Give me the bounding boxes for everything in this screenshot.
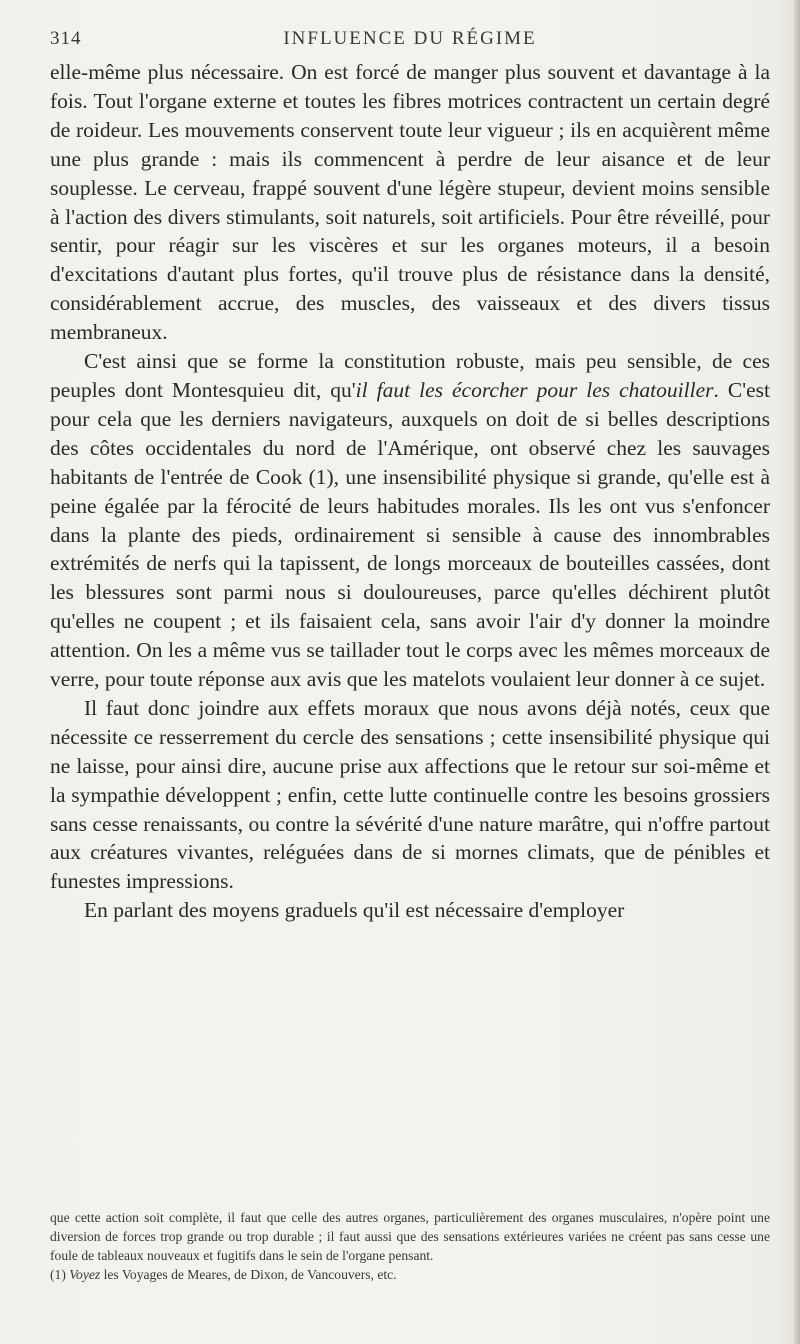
footnotes bbox=[50, 1208, 770, 1284]
paragraph-2-part-b: . C'est pour cela que les derniers navigateurs, auxquels on doit de si belles descriptions des côtes occidentales du nord de l'Amérique, ont observé chez les sauvages habitants de l'entrée de Cook (1), une insensibilité physique si grande, qu'elle est à peine égalée par la férocité de leurs habitudes morales. Ils les ont vus s'enfoncer dans la plante des pieds, ordinairement si sensible à cause des innombrables extrémités de nerfs qui la tapissent, de longs morceaux de bouteilles cassées, dont les blessures sont parmi nous si douloureuses, parce qu'elles déchirent plutôt qu'elles ne coupent ; et ils faisaient cela, sans avoir l'air d'y donner la moindre attention. On les a même vus se taillader tout le corps avec les mêmes morceaux de verre, pour toute réponse aux avis que les matelots voulaient leur donner à ce sujet. bbox=[50, 377, 770, 692]
paragraph-2 bbox=[50, 347, 770, 694]
footnote-1-text: les Voyages de Meares, de Dixon, de Vancouvers, etc. bbox=[100, 1267, 397, 1282]
footnote-1-marker: (1) bbox=[50, 1267, 66, 1282]
page-edge bbox=[794, 0, 800, 1344]
paragraph-4: En parlant des moyens graduels qu'il est nécessaire d'employer bbox=[84, 898, 625, 923]
paragraph-3: Il faut donc joindre aux effets moraux que nous avons déjà notés, ceux que nécessite ce resserrement du cercle des sensations ; cette insensibilité physique qui ne laisse, pour ainsi dire, aucune prise aux affections que le retour sur soi-même et la sympathie développent ; enfin, cette lutte continuelle contre les besoins grossiers sans cesse renaissants, ou contre la sévérité d'une nature marâtre, qui n'offre partout aux créatures vivantes, reléguées dans de si mornes climats, que de pénibles et funestes impressions. bbox=[50, 695, 770, 894]
footnote-1 bbox=[50, 1265, 770, 1284]
page-header bbox=[50, 28, 770, 58]
page-number: 314 bbox=[50, 28, 82, 49]
main-text bbox=[50, 58, 770, 925]
running-title: INFLUENCE DU RÉGIME bbox=[283, 28, 537, 49]
montesquieu-quote: il faut les écorcher pour les chatouiller bbox=[355, 377, 714, 402]
footnote-1-voyez: Voyez bbox=[69, 1267, 101, 1282]
paragraph-1: elle-même plus nécessaire. On est forcé de manger plus souvent et davantage à la fois. Tout l'organe externe et toutes les fibres motrices contractent un certain degré de roideur. Les mouvements conservent toute leur vigueur ; ils en acquièrent même une plus grande : mais ils commencent à perdre de leur aisance et de leur souplesse. Le cerveau, frappé souvent d'une légère stupeur, devient moins sensible à l'action des divers stimulants, soit naturels, soit artificiels. Pour être réveillé, pour sentir, pour réagir sur les viscères et sur les organes moteurs, il a besoin d'excitations d'autant plus fortes, qu'il trouve plus de résistance dans la densité, considérablement accrue, des muscles, des vaisseaux et des divers tissus membraneux. bbox=[50, 60, 770, 345]
paragraph-2-part-a: C'est ainsi que se forme la constitution robuste, mais peu sensible, de ces peuples dont Montesquieu dit, qu' bbox=[50, 349, 770, 402]
footnote-continuation: que cette action soit complète, il faut que celle des autres organes, particulièrement des organes musculaires, n'opère point une diversion de forces trop grande ou trop durable ; il faut aussi que des sensations extérieures variées ne créent pas sans cesse une foule de tableaux nouveaux et fugitifs dans le sein de l'organe pensant. bbox=[50, 1210, 770, 1263]
